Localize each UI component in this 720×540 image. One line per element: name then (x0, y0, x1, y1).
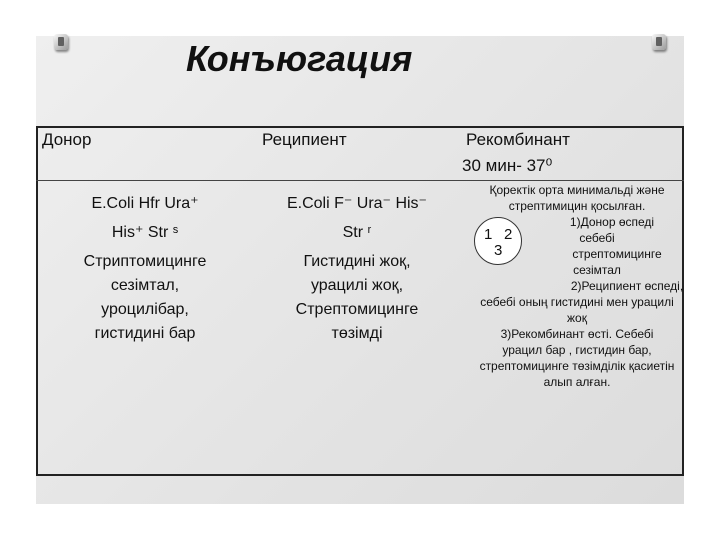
plate-diagram (474, 217, 522, 265)
header-recombinant-conditions: 30 мин- 37⁰ (462, 156, 553, 175)
donor-line: His⁺ Str ˢ (111, 224, 179, 241)
recipient-line: урацилі жоқ, (310, 277, 404, 294)
header-donor: Донор (42, 130, 92, 149)
recipient-line: E.Coli F⁻ Ura⁻ His⁻ (286, 195, 427, 212)
header-recombinant: Рекомбинант (466, 130, 570, 149)
donor-line: уроцилібар, (101, 301, 189, 318)
recombinant-text: себебі (579, 231, 615, 245)
plate-sector-label: 1 (484, 226, 493, 243)
recombinant-text: Қоректік орта минимальді және (489, 183, 665, 197)
recombinant-text: 3)Рекомбинант өсті. Себебі (500, 327, 654, 341)
donor-cell (40, 192, 250, 346)
recombinant-text: жоқ (567, 311, 587, 325)
pushpin-top-left-icon (52, 34, 70, 56)
recombinant-cell (458, 182, 696, 390)
table-header-divider (36, 180, 684, 181)
recombinant-text: 1)Донор өспеді (569, 215, 655, 229)
recombinant-text: стрептомицинге төзімділік қасиетін (479, 359, 675, 373)
donor-line: сезімтал, (110, 277, 180, 294)
donor-line: Стриптомицинге (83, 253, 207, 270)
recipient-line: Str ʳ (342, 224, 372, 241)
recombinant-text: стрептомицинге (572, 247, 662, 261)
recombinant-text: алып алған. (543, 375, 611, 389)
recipient-cell (252, 192, 462, 346)
recipient-line: Стрептомицинге (295, 301, 419, 318)
recombinant-text: стрептимицин қосылған. (508, 199, 646, 213)
header-recipient: Реципиент (262, 130, 347, 149)
recipient-line: Гистидині жоқ, (303, 253, 411, 270)
donor-line: гистидині бар (94, 325, 196, 342)
slide-title: Конъюгация (186, 38, 413, 79)
donor-line: E.Coli Hfr Ura⁺ (91, 195, 199, 212)
recombinant-text: себебі оның гистидині мен урацилі (480, 295, 674, 309)
recombinant-text: сезімтал (573, 263, 621, 277)
pushpin-top-right-icon (650, 34, 668, 56)
recombinant-text: урацил бар , гистидин бар, (502, 343, 652, 357)
plate-sector-label: 3 (494, 242, 503, 259)
recombinant-text: 2)Реципиент өспеді, (570, 279, 684, 293)
plate-sector-label: 2 (504, 226, 513, 243)
recipient-line: төзімді (331, 325, 383, 342)
